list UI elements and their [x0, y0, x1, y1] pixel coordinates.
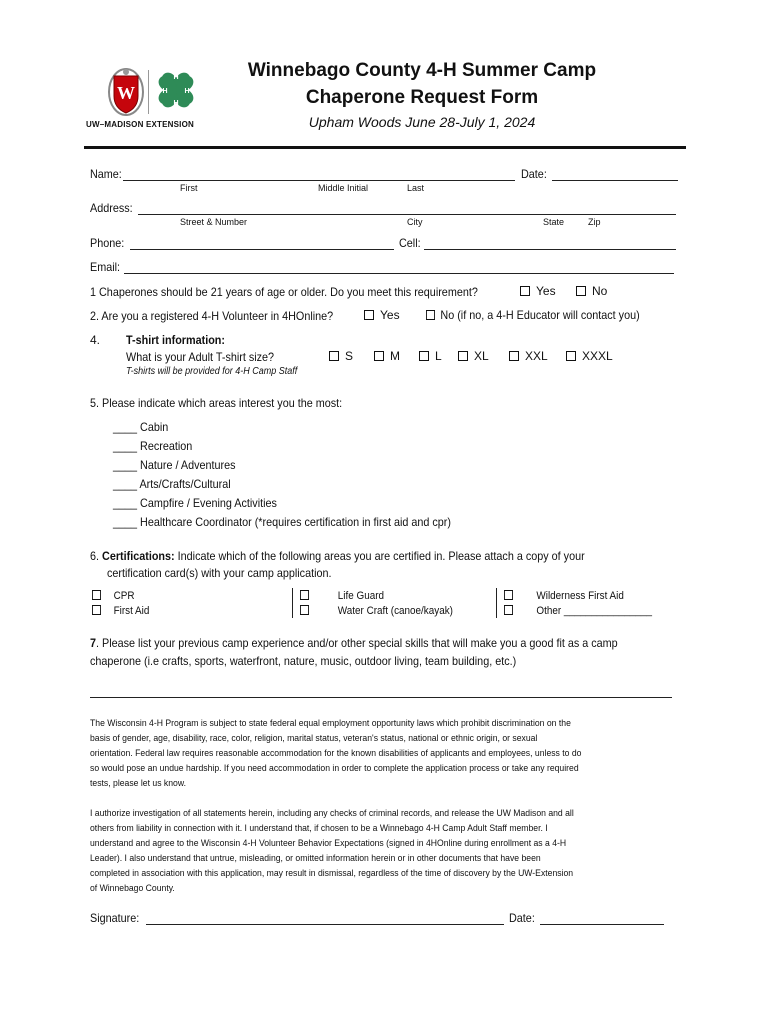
name-label: Name: [90, 167, 122, 181]
address-field[interactable] [138, 214, 676, 215]
q4-number: 4. [90, 333, 101, 347]
email-label: Email: [90, 260, 121, 274]
q5-area-item[interactable]: ____ Cabin [113, 420, 169, 434]
size-option-m[interactable]: M [374, 349, 400, 363]
cert-option-cpr[interactable]: CPR [92, 590, 135, 602]
svg-text:H: H [173, 74, 179, 81]
cert-option-first-aid[interactable]: First Aid [92, 605, 149, 617]
q7-line2: chaperone (i.e crafts, sports, waterfront, nature, music, outdoor living, team building, etc.) [90, 654, 517, 668]
q1-text: 1 Chaperones should be 21 years of age or older. Do you meet this requirement? [90, 285, 478, 299]
cert-option-other[interactable]: Other ________________ [504, 605, 652, 617]
size-option-xxl[interactable]: XXL [509, 349, 548, 363]
checkbox[interactable] [576, 286, 586, 296]
q6-line1: 6. Certifications: Indicate which of the following areas you are certified in. Please attach a copy of your [90, 549, 585, 563]
checkbox[interactable] [509, 351, 519, 361]
q1-no-option[interactable]: No [576, 284, 607, 298]
email-field[interactable] [124, 273, 674, 274]
size-option-l[interactable]: L [419, 349, 442, 363]
q4-heading: T-shirt information: [126, 333, 225, 347]
q4-note: T-shirts will be provided for 4-H Camp Staff [126, 366, 298, 377]
q5-area-item[interactable]: ____ Campfire / Evening Activities [113, 496, 277, 510]
form-title-line1: Winnebago County 4-H Summer Camp [247, 60, 597, 81]
checkbox[interactable] [92, 590, 101, 600]
checkbox[interactable] [419, 351, 429, 361]
date-label: Date: [521, 167, 547, 181]
address-label: Address: [90, 201, 133, 215]
checkbox[interactable] [504, 605, 513, 615]
signature-date-label: Date: [509, 911, 535, 925]
svg-text:H: H [173, 100, 179, 107]
authorization-statement: I authorize investigation of all statements herein, including any checks of criminal records, and release the UW Madison and all others from liability in connection with it. I understand that, if chosen to be a Winnebago 4-H Camp Adult Staff member. I understand and agree to the Wisconsin 4-H Volunteer Behavior Expectations (signed in 4HOnline during enrollment as a 4-H Leader). I also understand that untrue, misleading, or omitted information herein or in other documents that have been completed in association with this application, may result in dismissal, regardless of the time of discovery by the UW-Extension of Winnebago County. [90, 808, 574, 894]
size-option-xxxl[interactable]: XXXL [566, 349, 613, 363]
cert-option-wilderness-first-aid[interactable]: Wilderness First Aid [504, 590, 624, 602]
eeo-disclaimer: The Wisconsin 4-H Program is subject to state federal equal employment opportunity laws which prohibit discrimination on the basis of gender, age, disability, race, color, religion, marital status, veteran's status, national or ethnic origin, or sexual orientation. Federal law requires reasonable accommodation for the known disabilities of applicants and employees, unless to do so would pose an undue hardship. If you need accommodation in order to complete the application process or take any required tests, please let us know. [90, 718, 582, 789]
svg-text:H: H [184, 88, 190, 95]
size-option-xl[interactable]: XL [458, 349, 489, 363]
q4-question: What is your Adult T-shirt size? [126, 350, 275, 364]
q7-line1: 7. Please list your previous camp experience and/or other special skills that will make you a good fit as a camp [90, 636, 618, 650]
signature-date-field[interactable] [540, 924, 664, 925]
signature-label: Signature: [90, 911, 140, 925]
checkbox[interactable] [329, 351, 339, 361]
checkbox[interactable] [300, 605, 309, 615]
q2-no-option[interactable]: No (if no, a 4-H Educator will contact you) [426, 308, 640, 322]
signature-field[interactable] [146, 924, 504, 925]
checkbox[interactable] [374, 351, 384, 361]
cert-divider [496, 588, 497, 618]
name-sub-middle: Middle Initial [318, 183, 369, 193]
4h-clover-icon [152, 66, 200, 116]
cell-label: Cell: [399, 236, 421, 250]
form-subtitle: Upham Woods June 28-July 1, 2024 [308, 114, 536, 130]
uw-extension-logo [84, 64, 214, 134]
date-field[interactable] [552, 180, 678, 181]
checkbox[interactable] [566, 351, 576, 361]
name-field[interactable] [123, 180, 515, 181]
q5-area-item[interactable]: ____ Healthcare Coordinator (*requires certification in first aid and cpr) [113, 515, 451, 529]
address-sub-city: City [407, 217, 423, 227]
cert-option-water-craft[interactable]: Water Craft (canoe/kayak) [300, 605, 453, 617]
form-title-line2: Chaperone Request Form [305, 87, 539, 108]
checkbox[interactable] [364, 310, 374, 320]
q7-answer-field[interactable] [90, 697, 672, 698]
checkbox[interactable] [504, 590, 513, 600]
svg-text:H: H [162, 88, 168, 95]
q2-text: 2. Are you a registered 4-H Volunteer in 4HOnline? [90, 309, 334, 323]
logo-org-text: UW–MADISON EXTENSION [86, 120, 195, 129]
q2-yes-option[interactable]: Yes [364, 308, 400, 322]
q5-area-item[interactable]: ____ Arts/Crafts/Cultural [113, 477, 231, 491]
uw-crest-icon [106, 66, 146, 118]
phone-label: Phone: [90, 236, 125, 250]
checkbox[interactable] [426, 310, 435, 320]
size-option-s[interactable]: S [329, 349, 353, 363]
address-sub-state: State [543, 217, 565, 227]
phone-field[interactable] [130, 249, 394, 250]
checkbox[interactable] [92, 605, 101, 615]
name-sub-first: First [180, 183, 198, 193]
checkbox[interactable] [520, 286, 530, 296]
checkbox[interactable] [458, 351, 468, 361]
address-sub-zip: Zip [588, 217, 601, 227]
cert-option-life-guard[interactable]: Life Guard [300, 590, 384, 602]
q6-line2: certification card(s) with your camp application. [107, 566, 332, 580]
q5-area-item[interactable]: ____ Recreation [113, 439, 193, 453]
checkbox[interactable] [300, 590, 309, 600]
cert-divider [292, 588, 293, 618]
q5-area-item[interactable]: ____ Nature / Adventures [113, 458, 236, 472]
svg-text:W: W [117, 83, 135, 103]
address-sub-street: Street & Number [180, 217, 248, 227]
q5-text: 5. Please indicate which areas interest you the most: [90, 396, 343, 410]
header-divider [84, 146, 686, 149]
q1-yes-option[interactable]: Yes [520, 284, 556, 298]
name-sub-last: Last [407, 183, 425, 193]
cell-field[interactable] [424, 249, 676, 250]
